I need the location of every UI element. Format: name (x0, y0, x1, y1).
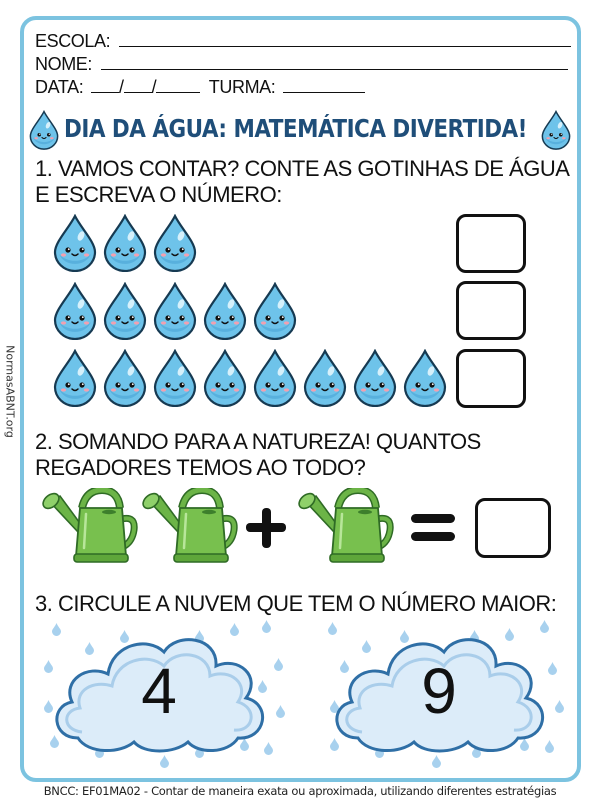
water-drop-face-icon (253, 282, 297, 340)
water-drop-face-icon (53, 282, 97, 340)
cloud-option-1[interactable] (48, 628, 270, 754)
name-label: NOME: (35, 54, 93, 74)
raindrop-icon (276, 705, 285, 718)
date-label: DATA: (35, 77, 84, 97)
raindrop-icon (160, 755, 169, 768)
question-1-line-2: E ESCREVA O NÚMERO: (35, 182, 282, 207)
water-drop-face-icon (541, 110, 571, 150)
class-label: TURMA: (208, 77, 276, 97)
question-3-line-1: 3. CIRCULE A NUVEM QUE TEM O NÚMERO MAIOR: (35, 591, 557, 616)
water-drop-face-icon (303, 349, 347, 407)
name-input-line[interactable] (101, 56, 568, 70)
question-2-line-2: REGADORES TEMOS AO TODO? (35, 455, 366, 480)
date-separator: / (151, 77, 157, 97)
question-1-line-1: 1. VAMOS CONTAR? CONTE AS GOTINHAS DE ÁGUA (35, 156, 570, 181)
question-2-line-1: 2. SOMANDO PARA A NATUREZA! QUANTOS (35, 429, 481, 454)
water-drop-face-icon (103, 214, 147, 272)
water-drop-face-icon (153, 282, 197, 340)
cloud-number: 9 (421, 655, 457, 727)
water-drop-face-icon (103, 349, 147, 407)
school-input-line[interactable] (119, 33, 571, 47)
answer-box-sum[interactable] (475, 498, 551, 558)
watering-can-icon (292, 488, 396, 564)
water-drop-face-icon (353, 349, 397, 407)
watering-can-icon (136, 488, 240, 564)
date-month-line[interactable] (124, 79, 152, 93)
water-drop-face-icon (203, 282, 247, 340)
cloud-option-2[interactable] (328, 628, 550, 754)
water-drop-face-icon (203, 349, 247, 407)
water-drop-face-icon (29, 110, 59, 150)
water-drop-face-icon (53, 214, 97, 272)
school-label: ESCOLA: (35, 31, 111, 51)
footer-bncc: BNCC: EF01MA02 - Contar de maneira exata ou aproximada, utilizando diferentes estratégias (43, 784, 557, 798)
water-drop-face-icon (403, 349, 447, 407)
date-separator: / (118, 77, 124, 97)
equals-icon (410, 512, 456, 544)
raindrop-icon (432, 755, 441, 768)
date-day-line[interactable] (91, 79, 119, 93)
school-field (35, 31, 571, 52)
plus-icon (244, 506, 288, 550)
answer-box-row-1[interactable] (456, 214, 526, 273)
water-drop-face-icon (153, 349, 197, 407)
water-drop-face-icon (153, 214, 197, 272)
watermark: NormasABNT.org (3, 345, 17, 438)
water-drop-face-icon (253, 349, 297, 407)
cloud-number: 4 (141, 655, 177, 727)
date-field (35, 77, 365, 98)
raindrop-icon (274, 658, 283, 671)
name-field (35, 54, 568, 75)
answer-box-row-3[interactable] (456, 349, 526, 408)
class-input-line[interactable] (283, 79, 365, 93)
watering-can-icon (36, 488, 140, 564)
date-year-line[interactable] (156, 79, 200, 93)
water-drop-face-icon (103, 282, 147, 340)
answer-box-row-2[interactable] (456, 281, 526, 340)
page-title: DIA DA ÁGUA: MATEMÁTICA DIVERTIDA! (64, 114, 527, 143)
raindrop-icon (555, 700, 564, 713)
water-drop-face-icon (53, 349, 97, 407)
